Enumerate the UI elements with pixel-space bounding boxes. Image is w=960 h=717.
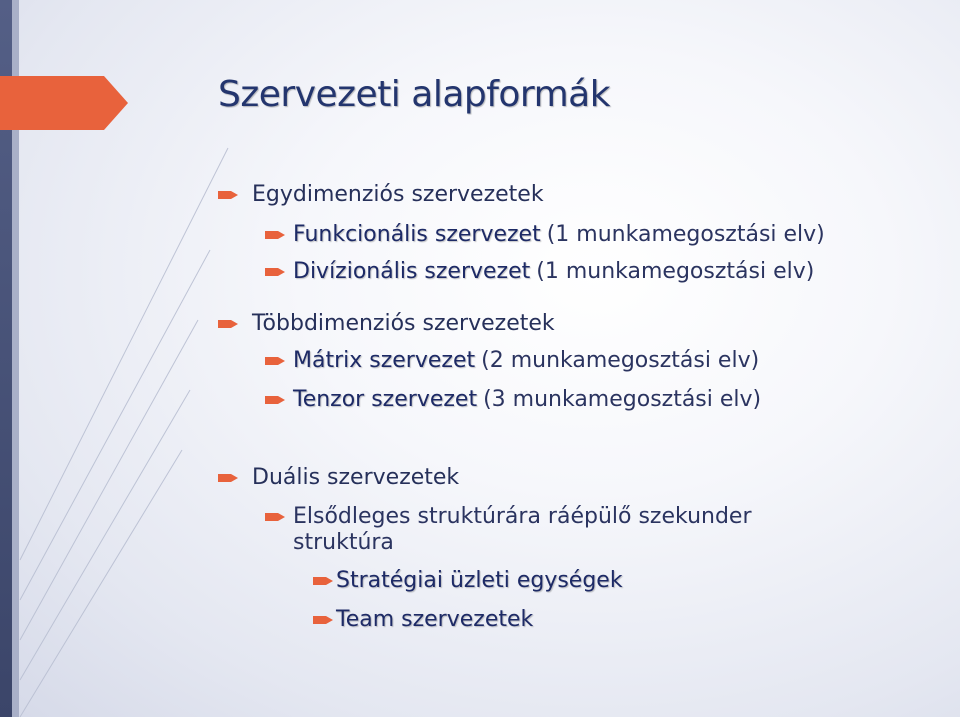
list-item-detail: (2 munkamegosztási elv)	[481, 348, 760, 373]
list-item-highlight: Tenzor szervezet	[293, 387, 478, 412]
section-heading-text: Duális szervezetek	[252, 465, 460, 490]
section-heading-dualis	[218, 465, 459, 490]
list-item-elsodleges	[265, 504, 752, 529]
sublist-item-team	[313, 607, 533, 632]
slide-title: Szervezeti alapformák	[218, 74, 611, 115]
pencil-arrow-icon	[313, 576, 333, 586]
section-heading-tobbdimenzios	[218, 311, 555, 336]
list-item-text: Elsődleges struktúrára ráépülő szekunder	[293, 504, 752, 529]
list-item-funkcionalis	[265, 222, 825, 247]
pencil-arrow-icon	[265, 512, 285, 522]
list-item-detail: (1 munkamegosztási elv)	[546, 222, 825, 247]
pencil-arrow-icon	[218, 473, 238, 483]
pencil-arrow-icon	[265, 356, 285, 366]
pencil-arrow-icon	[265, 230, 285, 240]
title-arrow-icon	[0, 76, 128, 130]
pencil-arrow-icon	[313, 615, 333, 625]
section-heading-text: Egydimenziós szervezetek	[252, 182, 544, 207]
pencil-arrow-icon	[265, 267, 285, 277]
list-item-highlight: Divízionális szervezet	[293, 259, 531, 284]
list-item-divizionalis	[265, 259, 814, 284]
section-heading-egydimenzios	[218, 182, 544, 207]
list-item-matrix	[265, 348, 759, 373]
list-item-detail: (1 munkamegosztási elv)	[536, 259, 815, 284]
list-item-elsodleges-continued	[293, 530, 394, 555]
list-item-tenzor	[265, 387, 761, 412]
sublist-item-label: Team szervezetek	[336, 607, 534, 632]
list-item-text: struktúra	[293, 530, 394, 555]
list-item-highlight: Mátrix szervezet	[293, 348, 476, 373]
pencil-arrow-icon	[265, 395, 285, 405]
pencil-arrow-icon	[218, 319, 238, 329]
sublist-item-strategiai	[313, 568, 623, 593]
sublist-item-label: Stratégiai üzleti egységek	[336, 568, 623, 593]
list-item-detail: (3 munkamegosztási elv)	[483, 387, 762, 412]
section-heading-text: Többdimenziós szervezetek	[252, 311, 555, 336]
list-item-highlight: Funkcionális szervezet	[293, 222, 541, 247]
pencil-arrow-icon	[218, 190, 238, 200]
